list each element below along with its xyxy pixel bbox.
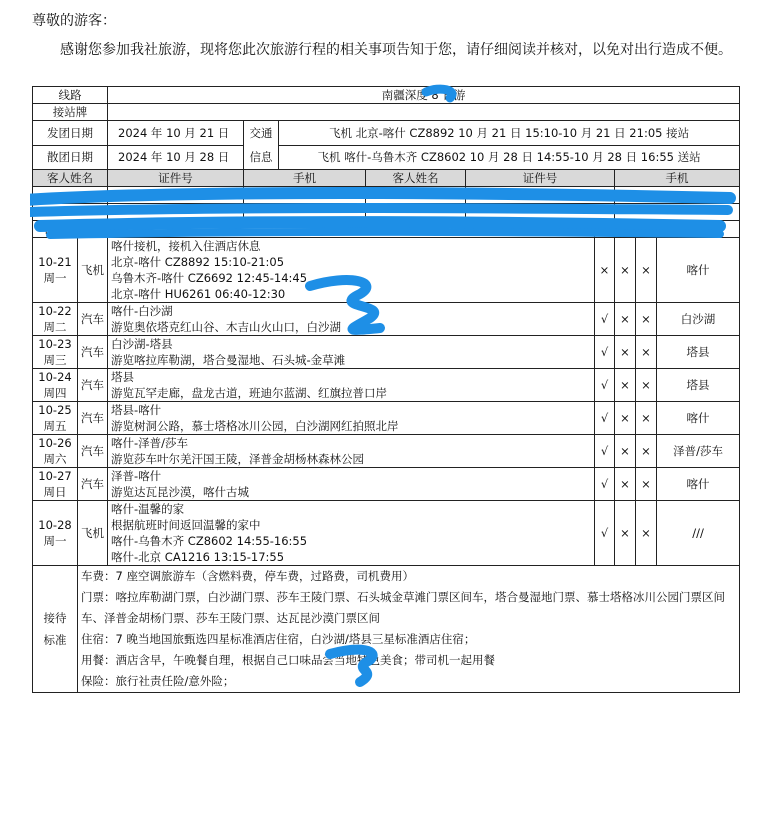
flight-out: 飞机 北京-喀什 CZ8892 10 月 21 日 15:10-10 月 21 日 21:05 接站 (279, 121, 740, 146)
intro-paragraph: 感谢您参加我社旅游，现将您此次旅游行程的相关事项告知于您，请仔细阅读并核对，以免对出行造成不便。 (60, 42, 732, 58)
standard-label-1: 接待 (43, 611, 67, 625)
day-date-value: 10-24 (38, 370, 72, 384)
standard-line-hotel: 住宿：7 晚当地国旅甄选四星标准酒店住宿，白沙湖/塔县三星标准酒店住宿； (81, 632, 476, 646)
day-weekday: 周二 (43, 320, 67, 334)
standard-label-2: 标准 (43, 633, 67, 647)
route-value: 南疆深度 8 日游 (108, 87, 740, 104)
standard-line-tickets: 门票：喀拉库勒湖门票，白沙湖门票、莎车王陵门票、石头城金草滩门票区间车，塔合曼湿地门票、慕士塔格冰川公园门票区间车、泽普金胡杨门票、莎车王陵门票、达瓦昆沙漠门票区间 (81, 590, 725, 625)
day-row (33, 468, 740, 501)
day-activity-line: 塔县 (111, 370, 134, 384)
day-activity-line: 游览达瓦昆沙漠，喀什古城 (111, 485, 249, 499)
day-breakfast: √ (595, 336, 615, 369)
standard-label (33, 566, 78, 693)
day-activity-line: 白沙湖-塔县 (111, 337, 173, 351)
day-activities (108, 238, 595, 303)
day-activities (108, 369, 595, 402)
col-date-header: 日期 (33, 221, 78, 238)
itinerary-table (32, 86, 740, 693)
day-transport: 汽车 (78, 369, 108, 402)
return-date: 2024 年 10 月 28 日 (108, 145, 244, 170)
sign-label: 接站牌 (33, 104, 108, 121)
day-activities (108, 468, 595, 501)
day-dinner: × (636, 303, 657, 336)
day-weekday: 周六 (43, 452, 67, 466)
day-weekday: 周五 (43, 419, 67, 433)
day-hotel: 喀什 (657, 468, 740, 501)
day-row (33, 303, 740, 336)
day-activity-line: 乌鲁木齐-喀什 CZ6692 12:45-14:45 (111, 271, 308, 285)
day-transport: 飞机 (78, 501, 108, 566)
day-activity-line: 游览树洞公路，慕士塔格冰川公园，白沙湖网红拍照北岸 (111, 419, 399, 433)
day-date-value: 10-21 (38, 255, 72, 269)
day-breakfast: √ (595, 402, 615, 435)
day-dinner: × (636, 501, 657, 566)
day-breakfast: × (595, 238, 615, 303)
day-transport: 汽车 (78, 468, 108, 501)
traffic-label-1: 交通 (249, 126, 273, 140)
day-activity-line: 游览喀拉库勒湖，塔合曼湿地、石头城-金草滩 (111, 353, 346, 367)
day-date-value: 10-26 (38, 436, 72, 450)
standard-content (78, 566, 740, 693)
guest-row (33, 204, 740, 221)
day-transport: 汽车 (78, 435, 108, 468)
day-hotel: 喀什 (657, 238, 740, 303)
day-activities (108, 303, 595, 336)
traffic-label (244, 121, 279, 170)
day-weekday: 周四 (43, 386, 67, 400)
day-row (33, 369, 740, 402)
day-breakfast: √ (595, 501, 615, 566)
day-weekday: 周三 (43, 353, 67, 367)
day-transport: 汽车 (78, 402, 108, 435)
greeting: 尊敬的游客： (32, 13, 116, 29)
day-activities (108, 402, 595, 435)
day-date-value: 10-25 (38, 403, 72, 417)
day-weekday: 周一 (43, 271, 67, 285)
day-lunch: × (615, 369, 636, 402)
day-activity-line: 游览奥依塔克红山谷、木吉山火山口，白沙湖 (111, 320, 341, 334)
day-breakfast: √ (595, 468, 615, 501)
day-transport: 汽车 (78, 303, 108, 336)
day-row (33, 238, 740, 303)
day-lunch: × (615, 501, 636, 566)
traffic-label-2: 信息 (249, 150, 273, 164)
day-lunch: × (615, 435, 636, 468)
day-dinner: × (636, 369, 657, 402)
col-transport-header: 交通 (78, 221, 108, 238)
standard-line-insurance: 保险：旅行社责任险/意外险； (81, 674, 235, 688)
day-date (33, 369, 78, 402)
guest-header-phone-2: 手机 (615, 170, 740, 187)
flight-back: 飞机 喀什-乌鲁木齐 CZ8602 10 月 28 日 14:55-10 月 28 日 16:55 送站 (279, 145, 740, 170)
day-transport: 汽车 (78, 336, 108, 369)
day-lunch: × (615, 468, 636, 501)
day-hotel: 喀什 (657, 402, 740, 435)
route-label: 线路 (33, 87, 108, 104)
day-activity-line: 北京-喀什 HU6261 06:40-12:30 (111, 287, 286, 301)
day-weekday: 周日 (43, 485, 67, 499)
depart-label: 发团日期 (33, 121, 108, 146)
day-dinner: × (636, 402, 657, 435)
day-date (33, 468, 78, 501)
day-hotel: 泽普/莎车 (657, 435, 740, 468)
day-hotel: 塔县 (657, 336, 740, 369)
day-date-value: 10-22 (38, 304, 72, 318)
day-row (33, 501, 740, 566)
standard-line-meals: 用餐：酒店含早，午晚餐自理，根据自己口味品尝当地特色美食；带司机一起用餐 (81, 653, 495, 667)
col-dinner-header: 晚 (636, 221, 657, 238)
sign-value (108, 104, 740, 121)
day-activity-line: 塔县-喀什 (111, 403, 162, 417)
standard-line-fare: 车费：7 座空调旅游车（含燃料费，停车费，过路费，司机费用） (81, 569, 414, 583)
day-activity-line: 喀什接机，接机入住酒店休息 (111, 239, 261, 253)
day-date-value: 10-23 (38, 337, 72, 351)
day-lunch: × (615, 336, 636, 369)
day-dinner: × (636, 468, 657, 501)
day-activities (108, 501, 595, 566)
guest-header-id-1: 证件号 (108, 170, 244, 187)
day-row (33, 402, 740, 435)
day-activities (108, 435, 595, 468)
day-activity-line: 根据航班时间返回温馨的家中 (111, 518, 261, 532)
day-hotel: 白沙湖 (657, 303, 740, 336)
day-dinner: × (636, 435, 657, 468)
day-activity-line: 泽普-喀什 (111, 469, 162, 483)
day-breakfast: √ (595, 369, 615, 402)
day-breakfast: √ (595, 435, 615, 468)
day-weekday: 周一 (43, 534, 67, 548)
day-activity-line: 游览瓦罕走廊，盘龙古道，班迪尔蓝湖、红旗拉普口岸 (111, 386, 387, 400)
day-activities (108, 336, 595, 369)
col-breakfast-header: 早 (595, 221, 615, 238)
day-date (33, 336, 78, 369)
day-transport: 飞机 (78, 238, 108, 303)
day-activity-line: 喀什-温馨的家 (111, 502, 185, 516)
depart-date: 2024 年 10 月 21 日 (108, 121, 244, 146)
day-breakfast: √ (595, 303, 615, 336)
day-activity-line: 喀什-北京 CA1216 13:15-17:55 (111, 550, 285, 564)
guest-header-name-2: 客人姓名 (366, 170, 466, 187)
day-date-value: 10-27 (38, 469, 72, 483)
day-activity-line: 喀什-泽普/莎车 (111, 436, 189, 450)
day-row (33, 435, 740, 468)
day-date (33, 238, 78, 303)
col-hotel-header: 酒店 (657, 221, 740, 238)
guest-row (33, 187, 740, 204)
day-lunch: × (615, 238, 636, 303)
guest-header-name-1: 客人姓名 (33, 170, 108, 187)
day-dinner: × (636, 336, 657, 369)
day-activity-line: 游览莎车叶尔羌汗国王陵，泽普金胡杨林森林公园 (111, 452, 364, 466)
day-lunch: × (615, 303, 636, 336)
day-dinner: × (636, 238, 657, 303)
day-row (33, 336, 740, 369)
day-activity-line: 北京-喀什 CZ8892 15:10-21:05 (111, 255, 285, 269)
day-date-value: 10-28 (38, 518, 72, 532)
day-date (33, 402, 78, 435)
day-hotel: 塔县 (657, 369, 740, 402)
day-date (33, 303, 78, 336)
day-hotel: /// (657, 501, 740, 566)
guest-header-phone-1: 手机 (244, 170, 366, 187)
col-lunch-header: 午 (615, 221, 636, 238)
return-label: 散团日期 (33, 145, 108, 170)
day-date (33, 435, 78, 468)
guest-header-id-2: 证件号 (466, 170, 615, 187)
day-lunch: × (615, 402, 636, 435)
day-date (33, 501, 78, 566)
day-activity-line: 喀什-白沙湖 (111, 304, 173, 318)
day-activity-line: 喀什-乌鲁木齐 CZ8602 14:55-16:55 (111, 534, 308, 548)
